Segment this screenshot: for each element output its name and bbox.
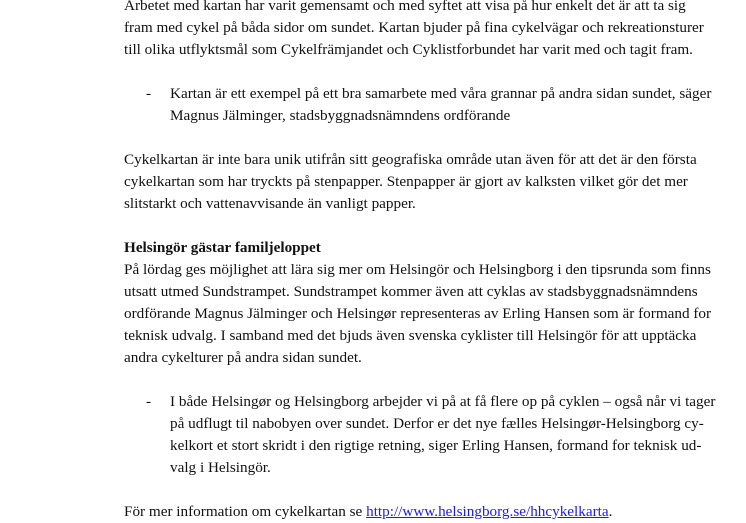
more-info-prefix: För mer information om cykelkartan se [124, 503, 367, 520]
text-line: till olika utflyktsmål som Cykelfrämjandet och Cyklistforbundet har varit med och tagit fram. [124, 41, 693, 58]
text-line: ordförande Magnus Jälminger och Helsingør representeras av Erling Hansen som är formand for [124, 305, 712, 322]
more-info-suffix: . [608, 503, 613, 520]
paragraph-gap [124, 479, 724, 501]
bullet-line: Kartan är ett exempel på ett bra samarbete med våra grannar på andra sidan sundet, säger [170, 85, 712, 102]
cykelkarta-link[interactable]: http://www.helsingborg.se/hhcykelkarta [366, 503, 609, 520]
text-line: teknisk udvalg. I samband med det bjuds även svenska cyklister till Helsingör för att upptäcka [124, 327, 697, 344]
bullet-dash: - [146, 393, 152, 410]
text-line: fram med cykel på båda sidor om sundet. Kartan bjuder på fina cykelvägar och rekreationsturer [124, 19, 704, 36]
section-heading: Helsingör gästar familjeloppet [124, 239, 321, 256]
text-line: cykelkartan som har tryckts på stenpapper. Stenpapper är gjort av kalksten vilket gör det mer [124, 173, 688, 190]
paragraph-gap [124, 215, 724, 237]
paragraph-gap [124, 127, 724, 149]
bullet-line: kelkort et stort skridt i den rigtige retning, siger Erling Hansen, formand for teknisk ud- [170, 437, 702, 454]
stenpapper-paragraph [124, 149, 724, 215]
familjeloppet-section [124, 237, 724, 369]
text-line: Arbetet med kartan har varit gemensamt och med syftet att visa på hur enkelt det är att ta sig [124, 0, 686, 14]
paragraph-gap [124, 369, 724, 391]
paragraph-gap [124, 61, 724, 83]
text-line: slitstarkt och vattenavvisande än vanligt papper. [124, 195, 416, 212]
quote-bullet-jalminger [124, 83, 724, 127]
text-line: Cykelkartan är inte bara unik utifrån sitt geografiska område utan även för att det är den första [124, 151, 697, 168]
bullet-dash: - [146, 85, 152, 102]
more-info-line [124, 501, 724, 523]
bullet-line: Magnus Jälminger, stadsbyggnadsnämndens ordförande [170, 107, 511, 124]
bullet-line: I både Helsingør og Helsingborg arbejder vi på at få flere op på cyklen – også når vi tager [170, 393, 716, 410]
text-line: utsatt utmed Sundstrampet. Sundstrampet kommer även att cyklas av stadsbyggnadsnämndens [124, 283, 698, 300]
bullet-line: valg i Helsingör. [170, 459, 271, 476]
text-line: andra cykelturer på andra sidan sundet. [124, 349, 362, 366]
bullet-line: på udflugt til nabobyen over sundet. Derfor er det nye fælles Helsingør-Helsingborg cy- [170, 415, 704, 432]
intro-paragraph [124, 0, 724, 61]
document-page [124, 0, 724, 523]
text-line: På lördag ges möjlighet att lära sig mer om Helsingör och Helsingborg i den tipsrunda som finns [124, 261, 711, 278]
quote-bullet-hansen [124, 391, 724, 479]
